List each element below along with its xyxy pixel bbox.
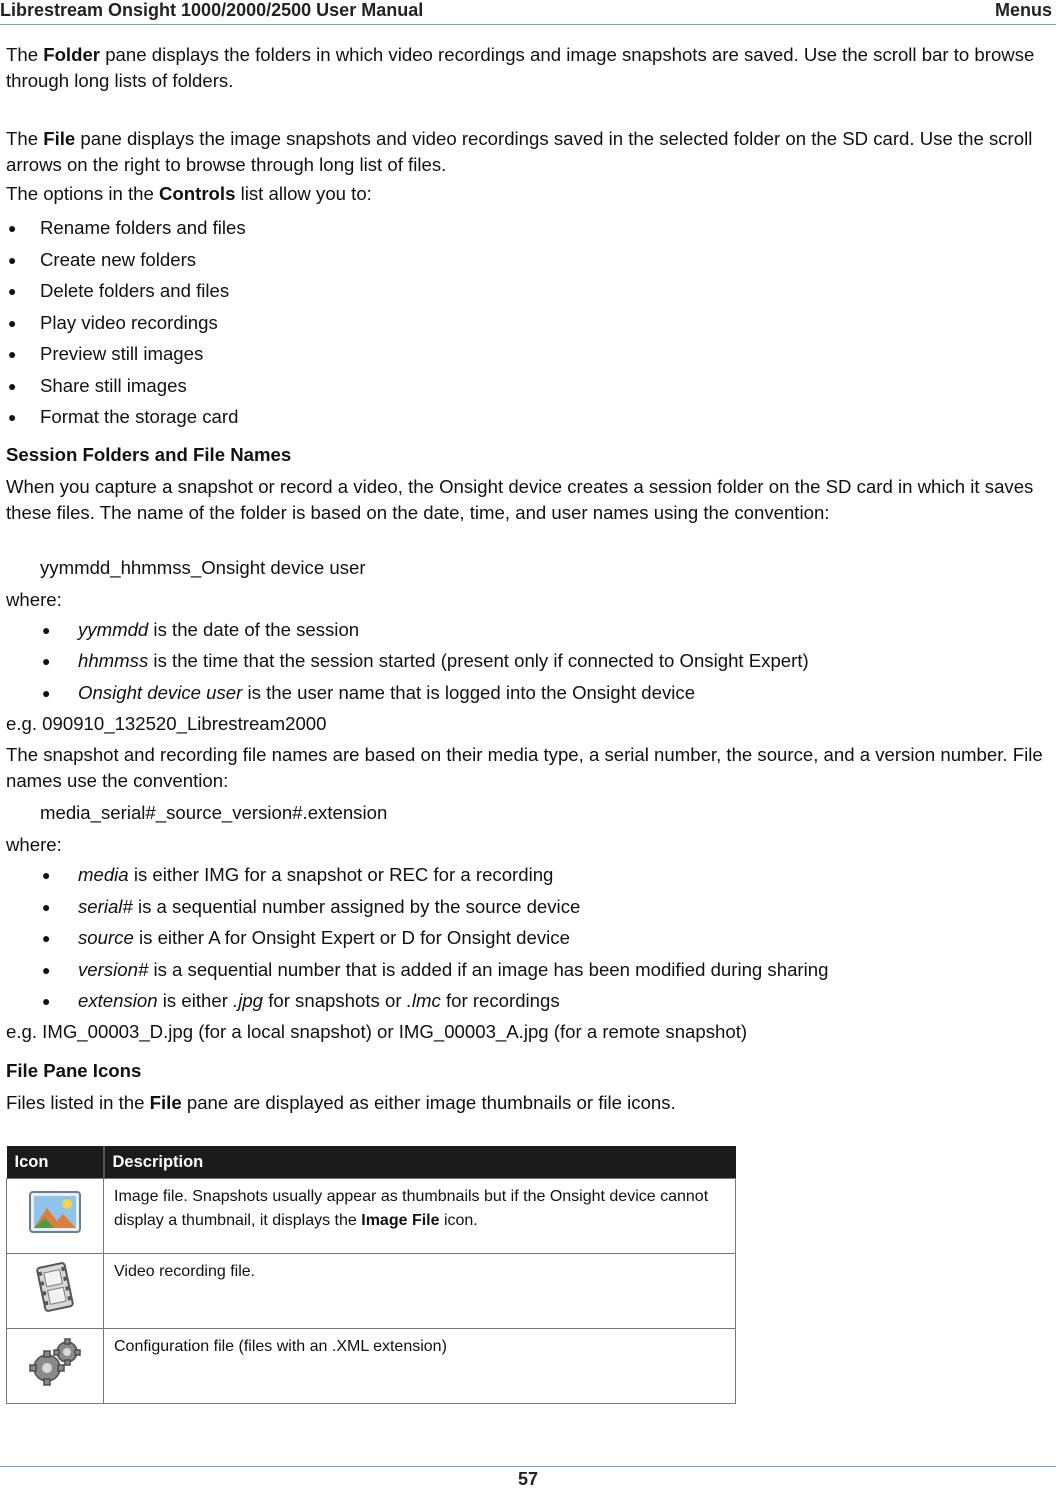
filenames-example: e.g. IMG_00003_D.jpg (for a local snapshot) or IMG_00003_A.jpg (for a remote snapshot)	[6, 1021, 748, 1042]
list-item: ● source is either A for Onsight Expert or D for Onsight device	[42, 927, 570, 948]
list-item: ● serial# is a sequential number assigned by the source device	[42, 896, 581, 917]
section-title: Menus	[994, 0, 1052, 20]
page-header	[0, 0, 1056, 25]
list-item: ● Share still images	[8, 375, 187, 396]
list-item: ● Preview still images	[8, 343, 204, 364]
list-item: ● Format the storage card	[8, 406, 239, 427]
file-pane-heading: File Pane Icons	[6, 1060, 142, 1081]
session-where: where:	[6, 589, 62, 610]
configuration-file-description: Configuration file (files with an .XML extension)	[104, 1329, 736, 1404]
list-item: ● version# is a sequential number that is added if an image has been modified during sharing	[42, 959, 829, 980]
list-item: ● hhmmss is the time that the session started (present only if connected to Onsight Expert)	[42, 650, 809, 671]
image-file-icon	[27, 1188, 83, 1236]
filenames-where: where:	[6, 834, 62, 855]
list-item: ● Rename folders and files	[8, 217, 246, 238]
column-header-description: Description	[104, 1146, 736, 1179]
session-heading: Session Folders and File Names	[6, 444, 292, 465]
table-row	[7, 1179, 736, 1254]
list-item: ● yymmdd is the date of the session	[42, 619, 360, 640]
session-intro: When you capture a snapshot or record a video, the Onsight device creates a session folder on the SD card in which it saves these files. The name of the folder is based on the date, time, and user names using the convention:	[6, 476, 1034, 523]
table-row	[7, 1329, 736, 1404]
page-footer	[0, 1466, 1056, 1492]
folder-pane-paragraph: The Folder pane displays the folders in which video recordings and image snapshots are saved. Use the scroll bar to browse through long lists of folders.	[6, 44, 1035, 91]
list-item: ● Onsight device user is the user name that is logged into the Onsight device	[42, 682, 696, 703]
page-number: 57	[517, 1469, 539, 1489]
list-item: ● Play video recordings	[8, 312, 218, 333]
column-header-icon: Icon	[7, 1146, 104, 1179]
filenames-convention: media_serial#_source_version#.extension	[40, 802, 388, 823]
list-item: ● extension is either .jpg for snapshots or .lmc for recordings	[42, 990, 560, 1011]
video-file-icon	[29, 1261, 81, 1313]
file-pane-intro: Files listed in the File pane are displayed as either image thumbnails or file icons.	[6, 1092, 676, 1113]
file-icons-table	[6, 1146, 736, 1404]
controls-paragraph: The options in the Controls list allow you to:	[6, 183, 372, 204]
list-item: ● Create new folders	[8, 249, 197, 270]
list-item: ● media is either IMG for a snapshot or REC for a recording	[42, 864, 554, 885]
image-file-description: Image file. Snapshots usually appear as thumbnails but if the Onsight device cannot display a thumbnail, it displays the Image File icon.	[104, 1179, 736, 1254]
table-row	[7, 1254, 736, 1329]
manual-title: Librestream Onsight 1000/2000/2500 User Manual	[0, 0, 424, 20]
video-file-description: Video recording file.	[104, 1254, 736, 1329]
session-convention: yymmdd_hhmmss_Onsight device user	[40, 557, 366, 578]
filenames-intro: The snapshot and recording file names are based on their media type, a serial number, the source, and a version number. File names use the convention:	[6, 744, 1043, 791]
configuration-file-icon	[25, 1336, 85, 1388]
file-pane-paragraph: The File pane displays the image snapshots and video recordings saved in the selected folder on the SD card. Use the scroll arrows on the right to browse through long list of files.	[6, 128, 1033, 175]
session-example: e.g. 090910_132520_Librestream2000	[6, 713, 327, 734]
list-item: ● Delete folders and files	[8, 280, 230, 301]
